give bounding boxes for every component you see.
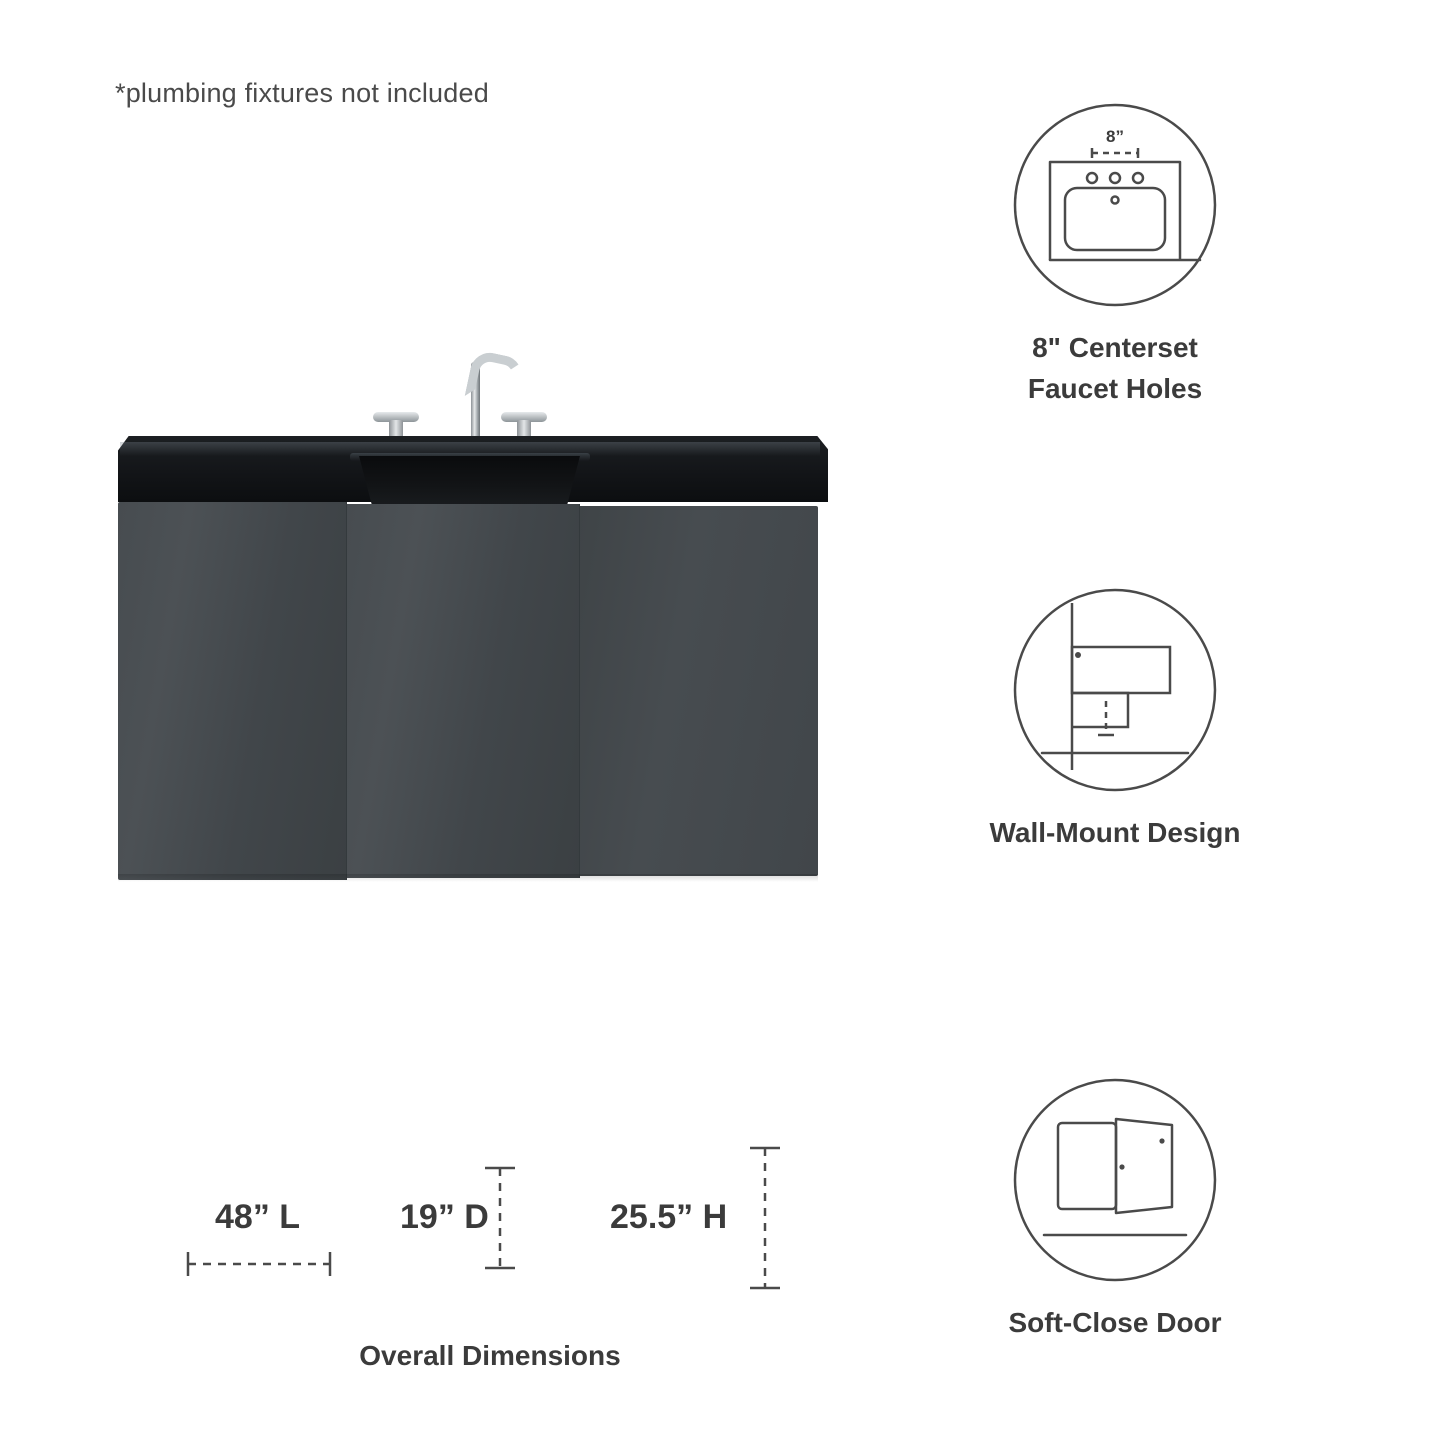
feature-caption-line2: Faucet Holes [1027,372,1203,404]
cabinet-shadow [118,874,818,882]
dimension-depth-label: 19” D [400,1198,489,1236]
disclaimer-text: *plumbing fixtures not included [115,78,489,108]
cabinet-door-right [580,506,818,876]
feature-caption-line1: 8" Centerset [1032,332,1198,363]
feature-caption: Wall-Mount Design [989,817,1241,848]
cabinet-door-center [347,504,580,878]
feature-faucet-holes [905,100,1325,409]
feature-caption: Soft-Close Door [1008,1307,1222,1338]
wall-mount-icon [1010,585,1220,795]
faucet-hole-spacing-label: 8” [1106,127,1124,146]
overall-dimensions [140,1140,840,1400]
feature-soft-close-door [905,1075,1325,1344]
sink-faucet-holes-icon [1010,100,1220,310]
dimension-length-label: 48” L [215,1198,301,1236]
dimension-height-label: 25.5” H [610,1198,728,1236]
ruler-length [188,1252,330,1276]
ruler-depth [485,1168,515,1268]
feature-caption [905,328,1325,409]
cabinet-door-left [118,502,347,880]
vanity-cabinet [118,502,818,880]
faucet-spout-icon [455,350,501,442]
soft-close-door-icon [1010,1075,1220,1285]
ruler-height [750,1148,780,1288]
dimensions-caption: Overall Dimensions [359,1340,621,1371]
dimension-rulers [140,1140,840,1340]
product-image [110,350,840,910]
feature-wall-mount [905,585,1325,854]
